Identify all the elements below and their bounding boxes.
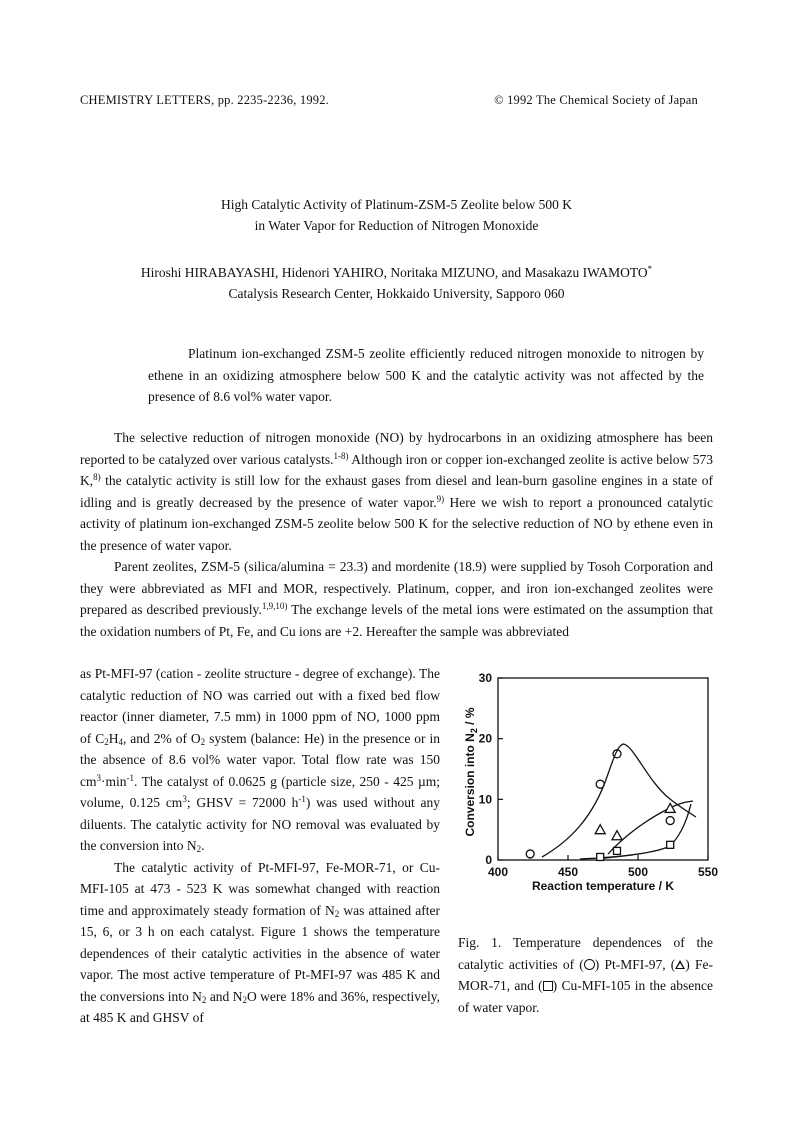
curve-fe-mor-71 — [608, 801, 693, 854]
triangle-point — [595, 825, 605, 834]
triangle-point — [665, 803, 675, 812]
paragraph-2-continued — [80, 663, 440, 857]
p3-text: The catalytic activity of Pt-MFI-97, Fe-MOR-71, or Cu-MFI-105 at 473 - 523 K was somewhat changed with reaction time and approximately steady formation of N — [80, 859, 440, 918]
p2-text: . The catalyst of 0.0625 g (particle size, 250 - 425 µm; volume, 0.125 cm — [80, 773, 440, 810]
author-list: Hiroshi HIRABAYASHI, Hidenori YAHIRO, Noritaka MIZUNO, and Masakazu IWAMOTO — [140, 265, 648, 280]
y-tick-label: 10 — [478, 792, 492, 807]
abstract — [148, 343, 704, 408]
journal-header: CHEMISTRY LETTERS, pp. 2235-2236, 1992. — [80, 93, 330, 107]
circle-point — [666, 817, 674, 825]
title-line-1: High Catalytic Activity of Platinum-ZSM-5 Zeolite below 500 K — [221, 197, 572, 212]
square-point — [667, 841, 674, 848]
citation: 1,9,10) — [261, 601, 288, 611]
p1-text-b: Although iron or copper ion-exchanged zeolite is active below 573 K, — [80, 451, 713, 488]
p1-text-a: The selective reduction of nitrogen monoxide (NO) by hydrocarbons in an oxidizing atmosphere has been reported to be catalyzed over various catalysts. — [80, 430, 713, 467]
p3-text: and N — [206, 988, 243, 1004]
triangle-point — [612, 831, 622, 840]
abstract-text: Platinum ion-exchanged ZSM-5 zeolite efficiently reduced nitrogen monoxide to nitrogen by ethene in an oxidizing atmosphere below 500 K and the catalytic activity was not affected by the presence of 8.6 vol% water vapor. — [148, 346, 704, 404]
x-axis-label: Reaction temperature / K — [531, 879, 675, 893]
title-line-2: in Water Vapor for Reduction of Nitrogen Monoxide — [254, 218, 539, 233]
paragraph-2 — [80, 556, 713, 642]
temperature-chart — [458, 664, 728, 894]
caption-text: ) Cu-MFI-105 in the absence of water vapor. — [458, 978, 713, 1015]
p2-text: ) was used without any diluents. The catalytic activity for NO removal was evaluated by the conversion into N — [80, 795, 440, 853]
circle-marker-icon — [584, 959, 595, 970]
paragraph-3 — [80, 857, 440, 1029]
x-tick-label: 500 — [627, 865, 649, 879]
x-tick-label: 450 — [557, 865, 579, 879]
body-full-width — [80, 427, 713, 642]
caption-text: Fig. 1. Temperature dependences of the catalytic activities of ( — [458, 935, 713, 972]
p3-text: O were 18% and 36%, respectively, at 485 K and GHSV of — [80, 988, 440, 1025]
square-point — [614, 847, 621, 854]
superscript: 3 — [96, 772, 101, 783]
caption-text: ) Fe-MOR-71, and ( — [458, 956, 713, 993]
copyright-header: © 1992 The Chemical Society of Japan — [494, 93, 698, 107]
caption-text: ) Pt-MFI-97, ( — [594, 956, 676, 972]
y-tick-label: 30 — [478, 671, 492, 685]
subscript: 2 — [201, 994, 207, 1005]
square-marker-icon — [543, 981, 553, 991]
author-names — [0, 262, 793, 283]
p2-text: system (balance: He) in the presence or in the absence of 8.6 vol% water vapor. Total flow rate was 150 cm — [80, 730, 441, 789]
p2-text: . — [201, 838, 205, 853]
citation: 8) — [93, 472, 101, 482]
x-tick-label: 550 — [697, 865, 719, 879]
y-tick-label: 0 — [485, 853, 492, 867]
p3-text: was attained after 15, 6, or 3 h on each catalyst. Figure 1 shows the temperature dependences of their catalytic activities in the absence of water vapor. The most active temperature of Pt-MFI-97 was 485 K and the conversions into N — [80, 902, 441, 1004]
subscript: 4 — [118, 736, 123, 747]
p2-text-b: The exchange levels of the metal ions were estimated on the assumption that the oxidation numbers of Pt, Fe, and Cu ions are +2. Hereafter the sample was abbreviated — [80, 602, 713, 639]
x-tick-label: 400 — [487, 865, 509, 879]
y-tick-label: 20 — [478, 731, 492, 746]
superscript: -1 — [298, 794, 306, 804]
paragraph-1 — [80, 427, 713, 556]
p2-text: ·min — [101, 773, 127, 789]
p2-text-a: Parent zeolites, ZSM-5 (silica/alumina = 23.3) and mordenite (18.9) were supplied by Tosoh Corporation and they were abbreviated as MFI and MOR, respectively. Platinum, copper, and iron ion-exchanged zeolites were prepared as described previously. — [80, 559, 713, 617]
y-axis-label: Conversion into $N_2$ / % — [463, 707, 479, 837]
figure-caption — [458, 932, 713, 1018]
subscript: 2 — [104, 736, 109, 747]
subscript: 2 — [200, 736, 206, 747]
circle-point — [596, 780, 604, 788]
affiliation: Catalysis Research Center, Hokkaido University, Sapporo 060 — [228, 286, 565, 301]
author-block — [0, 262, 793, 304]
circle-point — [526, 850, 534, 858]
subscript: 2 — [196, 844, 202, 854]
subscript: 2 — [242, 994, 247, 1005]
p1-text-d: Here we wish to report a pronounced catalytic activity of platinum ion-exchanged ZSM-5 zeolite below 500 K for the selective reduction of NO by ethene even in the presence of water vapor. — [80, 494, 713, 553]
citation: 1-8) — [333, 450, 349, 461]
citation: 9) — [436, 493, 445, 504]
corresponding-mark: * — [647, 264, 653, 274]
subscript: 2 — [334, 908, 340, 919]
superscript: -1 — [126, 772, 134, 783]
formula-part: H — [108, 730, 119, 746]
p1-text-c: the catalytic activity is still low for the exhaust gases from diesel and lean-burn gasoline engines in a state of idling and is greatly decreased by the presence of water vapor. — [80, 473, 713, 510]
p2-text: ; GHSV = 72000 h — [186, 795, 299, 810]
triangle-marker-icon — [675, 960, 685, 969]
p2-tail: as Pt-MFI-97 (cation - zeolite structure - degree of exchange). The catalytic reduction of NO was carried out with a fixed bed flow reactor (inner diameter, 7.5 mm) in 1000 ppm of NO, 1000 ppm of C — [80, 666, 440, 746]
square-point — [597, 853, 604, 860]
figure-1 — [458, 664, 728, 894]
superscript: 3 — [182, 794, 187, 804]
p2-text: , and 2% of O — [122, 730, 201, 746]
paper-title — [0, 194, 793, 236]
body-left-column — [80, 663, 440, 1029]
